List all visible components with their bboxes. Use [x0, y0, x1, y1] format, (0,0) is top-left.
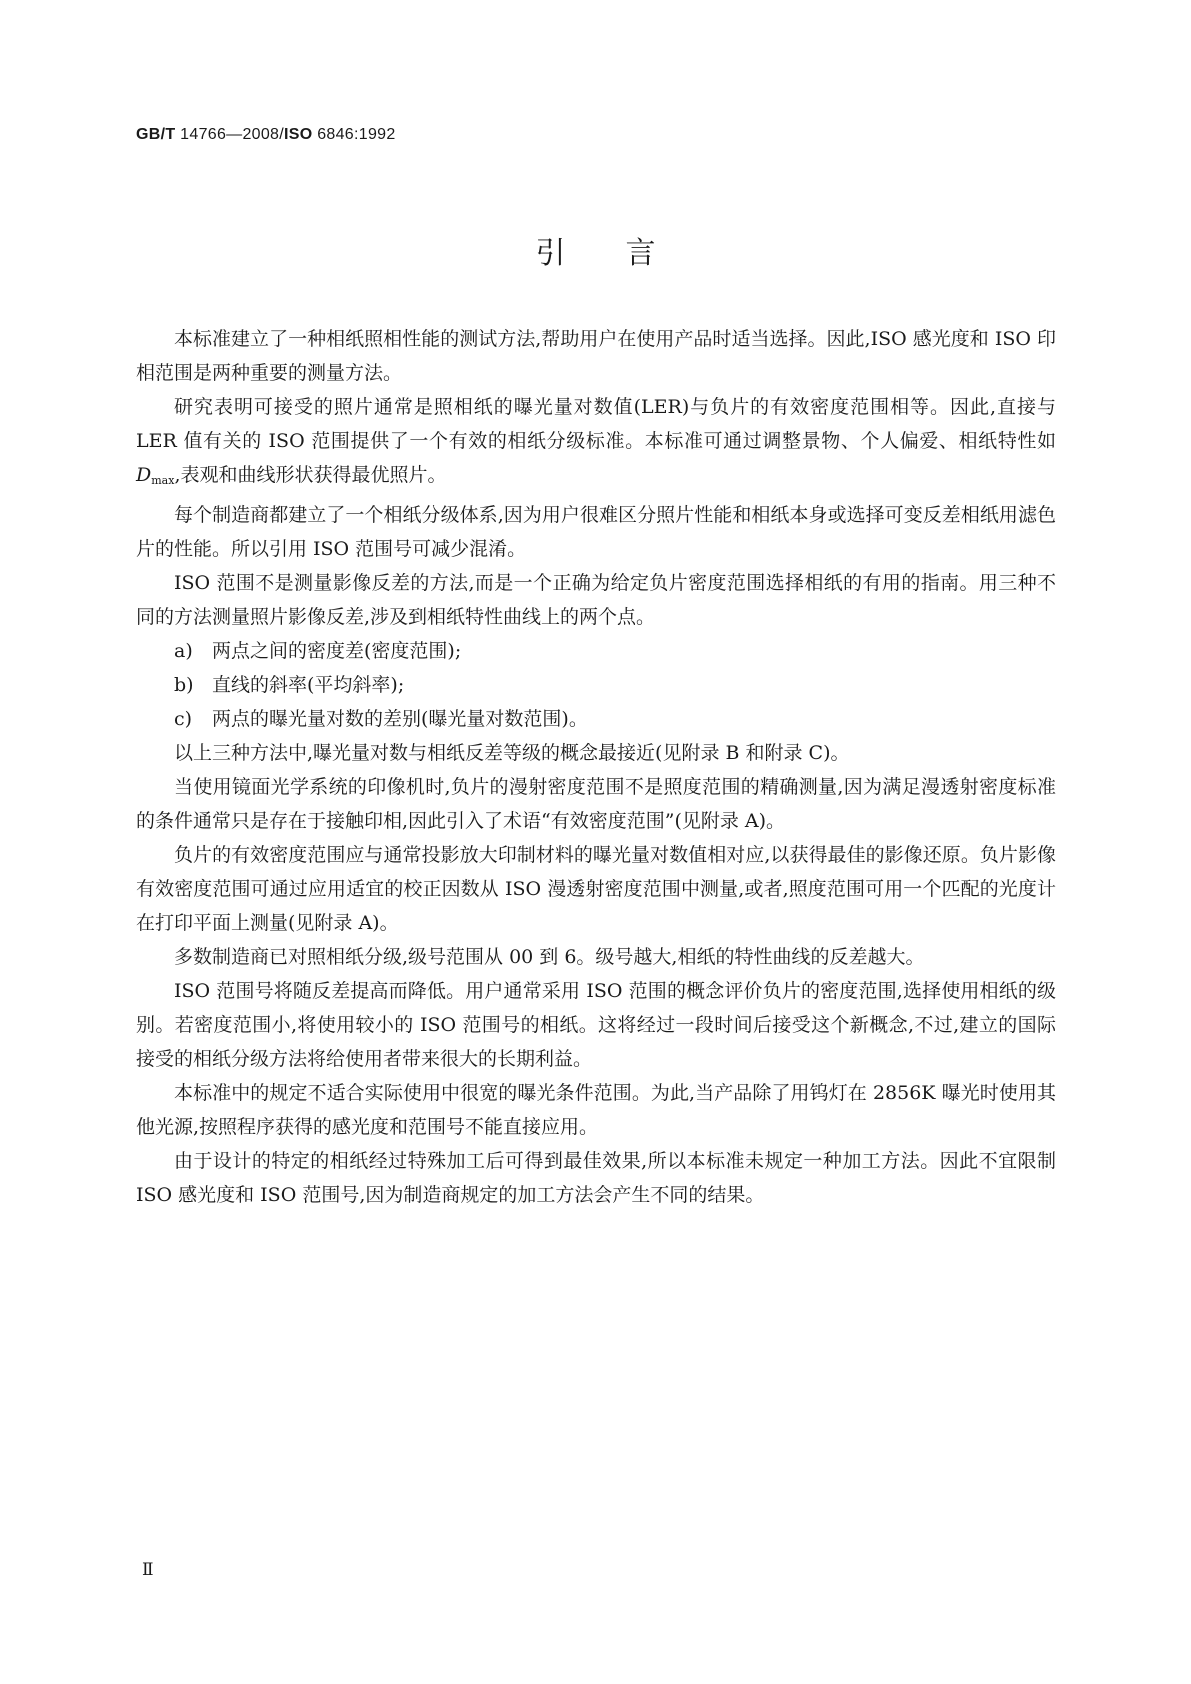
paragraph-10: 本标准中的规定不适合实际使用中很宽的曝光条件范围。为此,当产品除了用钨灯在 2856K 曝光时使用其他光源,按照程序获得的感光度和范围号不能直接应用。	[136, 1082, 1056, 1138]
paragraph-4: ISO 范围不是测量影像反差的方法,而是一个正确为给定负片密度范围选择相纸的有用的指南。用三种不同的方法测量照片影像反差,涉及到相纸特性曲线上的两个点。	[136, 572, 1056, 628]
paragraph-3: 每个制造商都建立了一个相纸分级体系,因为用户很难区分照片性能和相纸本身或选择可变反差相纸用滤色片的性能。所以引用 ISO 范围号可减少混淆。	[136, 504, 1056, 560]
list-item-label: b)	[174, 674, 194, 696]
paragraph-8: 多数制造商已对照相纸分级,级号范围从 00 到 6。级号越大,相纸的特性曲线的反差越大。	[174, 946, 925, 968]
introduction-body	[136, 322, 1056, 1212]
header-number: 14766—2008/	[175, 126, 284, 143]
paragraph-2	[136, 390, 1056, 498]
list-item-label: a)	[174, 640, 193, 662]
header-prefix: GB/T	[136, 126, 176, 143]
paragraph-9: ISO 范围号将随反差提高而降低。用户通常采用 ISO 范围的概念评价负片的密度范围,选择使用相纸的级别。若密度范围小,将使用较小的 ISO 范围号的相纸。这将经过一段时间后接受这个新概念,不过,建立的国际接受的相纸分级方法将给使用者带来很大的长期利益。	[136, 980, 1056, 1070]
paragraph-2-before: 研究表明可接受的照片通常是照相纸的曝光量对数值(LER)与负片的有效密度范围相等。因此,直接与 LER 值有关的 ISO 范围提供了一个有效的相纸分级标准。本标准可通过调整景物、个人偏爱、相纸特性如	[136, 396, 1056, 452]
paragraph-5: 以上三种方法中,曝光量对数与相纸反差等级的概念最接近(见附录 B 和附录 C)。	[174, 742, 850, 764]
paragraph-2-after: ,表观和曲线形状获得最优照片。	[174, 464, 447, 486]
paragraph-7: 负片的有效密度范围应与通常投影放大印制材料的曝光量对数值相对应,以获得最佳的影像还原。负片影像有效密度范围可通过应用适宜的校正因数从 ISO 漫透射密度范围中测量,或者,照度范围可用一个匹配的光度计在打印平面上测量(见附录 A)。	[136, 844, 1056, 934]
paragraph-6: 当使用镜面光学系统的印像机时,负片的漫射密度范围不是照度范围的精确测量,因为满足漫透射密度标准的条件通常只是存在于接触印相,因此引入了术语“有效密度范围”(见附录 A)。	[136, 776, 1056, 832]
page-title: 引言	[535, 236, 716, 271]
list-item-text: 两点之间的密度差(密度范围);	[212, 640, 462, 662]
list-item-a	[136, 634, 1056, 668]
list-item-b	[136, 668, 1056, 702]
paragraph-11: 由于设计的特定的相纸经过特殊加工后可得到最佳效果,所以本标准未规定一种加工方法。因此不宜限制 ISO 感光度和 ISO 范围号,因为制造商规定的加工方法会产生不同的结果。	[136, 1150, 1056, 1206]
page-number: Ⅱ	[142, 1560, 154, 1580]
header-iso: ISO	[284, 126, 313, 143]
header-iso-number: 6846:1992	[312, 126, 396, 143]
dmax-subscript: max	[151, 474, 175, 487]
standard-code-header	[136, 126, 396, 144]
paragraph-1: 本标准建立了一种相纸照相性能的测试方法,帮助用户在使用产品时适当选择。因此,ISO 感光度和 ISO 印相范围是两种重要的测量方法。	[136, 328, 1056, 384]
list-item-c	[136, 702, 1056, 736]
list-item-text: 直线的斜率(平均斜率);	[212, 674, 405, 696]
list-item-label: c)	[174, 708, 193, 730]
dmax-symbol: D	[136, 464, 152, 486]
list-item-text: 两点的曝光量对数的差别(曝光量对数范围)。	[212, 708, 588, 730]
